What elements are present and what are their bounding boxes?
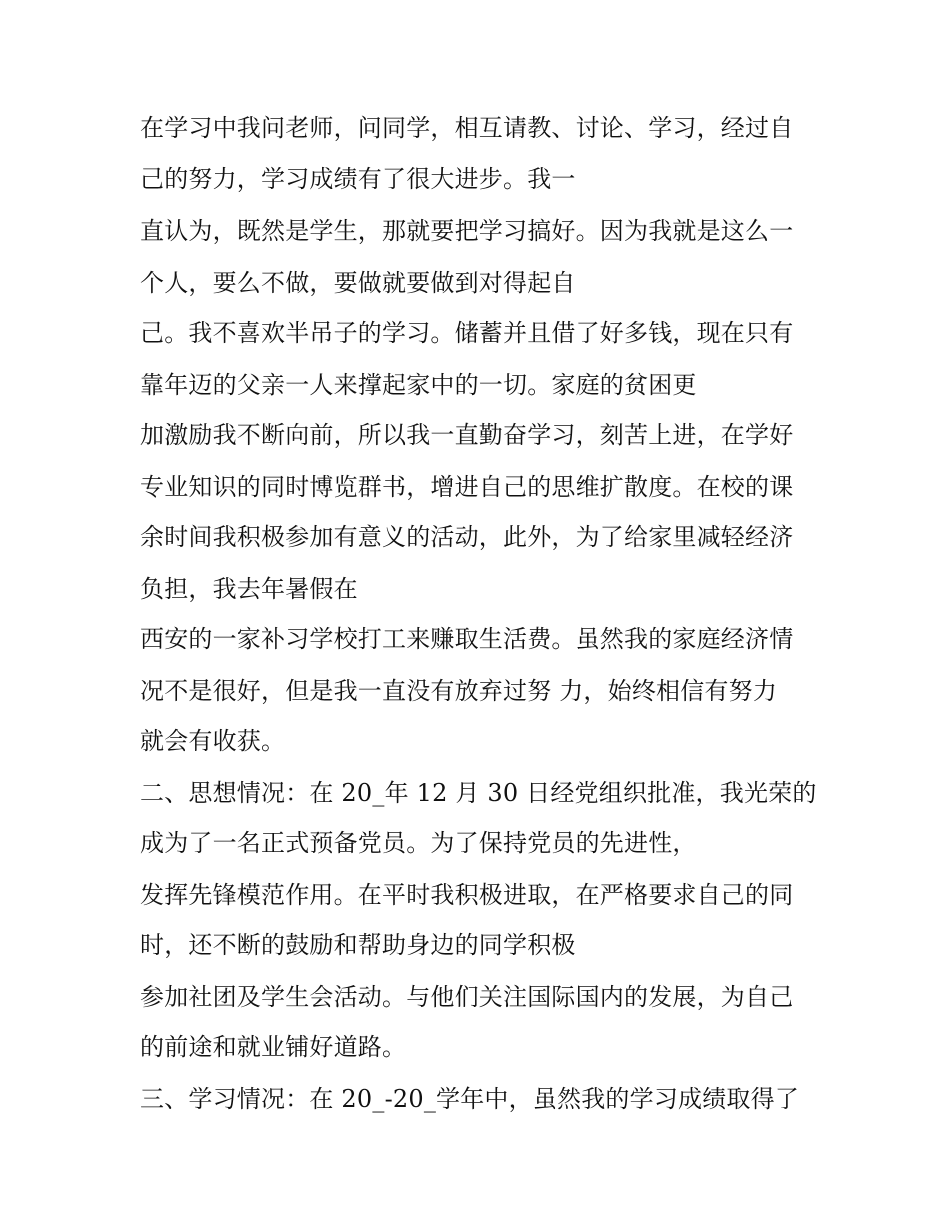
text-line: 的前途和就业铺好道路。 (140, 1033, 407, 1061)
text-line: 参加社团及学生会活动。与他们关注国际国内的发展，为自己 (140, 983, 794, 1011)
text-line: 加激励我不断向前，所以我一直勤奋学习，刻苦上进，在学好 (140, 421, 794, 449)
text-line: 成为了一名正式预备党员。为了保持党员的先进性， (140, 829, 697, 857)
text-line: 靠年迈的父亲一人来撑起家中的一切。家庭的贫困更 (140, 371, 697, 399)
text-line: 直认为，既然是学生，那就要把学习搞好。因为我就是这么一 (140, 217, 794, 245)
text-line: 发挥先锋模范作用。在平时我积极进取，在严格要求自己的同 (140, 881, 794, 909)
text-line: 二、思想情况：在 20_年 12 月 30 日经党组织批准，我光荣的 (140, 779, 817, 807)
text-line: 时，还不断的鼓励和帮助身边的同学积极 (140, 931, 576, 959)
text-line: 负担，我去年暑假在 (140, 575, 358, 603)
text-line: 己的努力，学习成绩有了很大进步。我一 (140, 165, 576, 193)
text-line: 西安的一家补习学校打工来赚取生活费。虽然我的家庭经济情 (140, 625, 794, 653)
text-line: 个人，要么不做，要做就要做到对得起自 (140, 269, 576, 297)
text-line: 就会有收获。 (140, 727, 286, 755)
text-line: 己。我不喜欢半吊子的学习。储蓄并且借了好多钱，现在只有 (140, 319, 794, 347)
text-line: 余时间我积极参加有意义的活动，此外，为了给家里减轻经济 (140, 523, 794, 551)
text-line: 在学习中我问老师，问同学，相互请教、讨论、学习，经过自 (140, 114, 794, 142)
text-line: 三、学习情况：在 20_-20_学年中，虽然我的学习成绩取得了 (140, 1085, 800, 1113)
text-line: 况不是很好，但是我一直没有放弃过努 力，始终相信有努力 (140, 677, 778, 705)
text-line: 专业知识的同时博览群书，增进自己的思维扩散度。在校的课 (140, 473, 794, 501)
